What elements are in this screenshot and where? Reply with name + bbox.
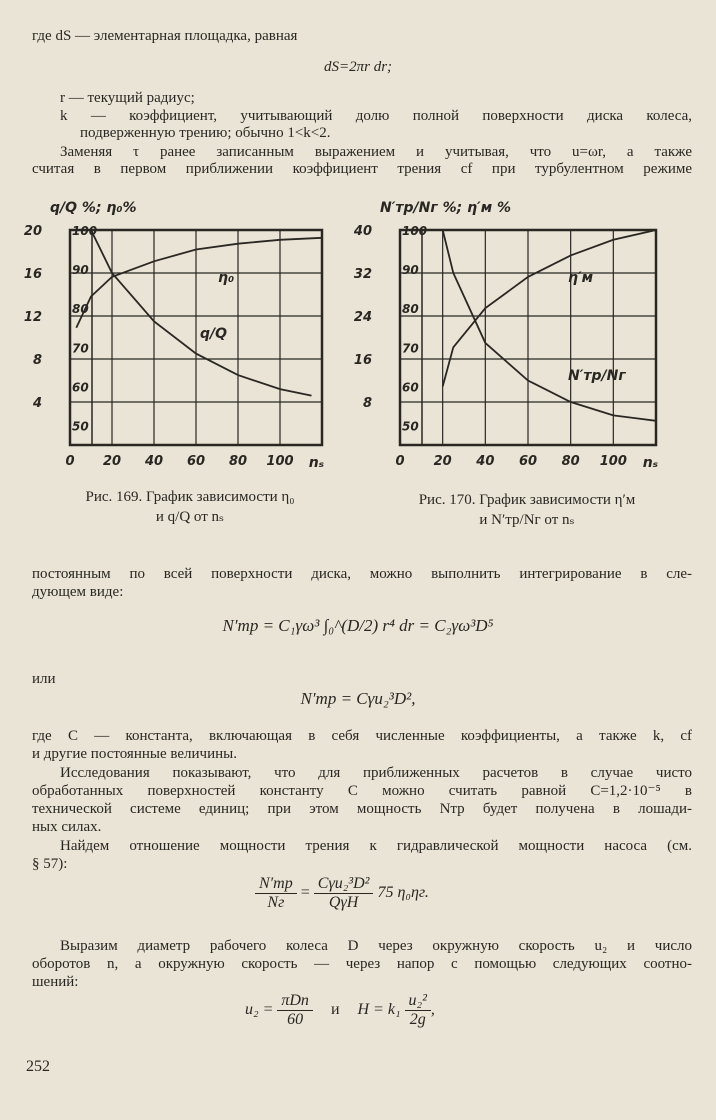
x-tick-label: 60 — [518, 454, 538, 469]
text-line: оборотов n, а окружную скорость — через напор с помощью следующих соотно- — [32, 956, 692, 972]
figure-170-caption: Рис. 170. График зависимости η′м и N′тр/Nг от nₛ — [418, 492, 636, 528]
series-label: q/Q — [200, 326, 228, 342]
x-tick-label: 0 — [395, 454, 405, 469]
y-tick-label-right: 60 — [72, 380, 89, 395]
series-line — [443, 230, 656, 421]
text-line: Найдем отношение мощности трения к гидравлической мощности насоса (см. — [60, 838, 692, 854]
y-axis-label: q/Q %; η₀% — [50, 200, 137, 216]
text-line: k — коэффициент, учитывающий долю полной поверхности диска колеса, — [60, 108, 692, 124]
page-number: 252 — [26, 1058, 50, 1075]
x-axis-label: nₛ — [642, 455, 658, 471]
y-tick-label-left: 32 — [353, 267, 372, 282]
y-tick-label-right: 90 — [72, 263, 89, 278]
y-tick-label-right: 100 — [402, 224, 428, 238]
figure-169-chart — [23, 190, 328, 475]
y-tick-label-right: 70 — [72, 341, 89, 356]
y-tick-label-right: 50 — [72, 419, 89, 434]
y-tick-label-left: 16 — [23, 267, 42, 282]
text-line: или — [32, 671, 56, 687]
text-line: Заменяя τ ранее записанным выражением и учитывая, что u=ωr, а также — [60, 144, 692, 160]
text-line: технической системе единиц; при этом мощность Nтр будет получена в лошади- — [32, 801, 692, 817]
text-line: дующем виде: — [32, 584, 124, 600]
equation-u2-h: u₂ = $\frac{\text{πDn}}{60}$ и H = k₁ $\frac{\text{u₂²}}{2g}$ , — [245, 992, 435, 1028]
figure-170-chart — [353, 190, 672, 475]
x-tick-label: 20 — [102, 454, 122, 469]
text-line: § 57): — [32, 856, 68, 872]
text-line: постоянным по всей поверхности диска, можно выполнить интегрирование в сле- — [32, 566, 692, 582]
text-line: подверженную трению; обычно 1<k<2. — [80, 125, 331, 141]
x-tick-label: 100 — [266, 454, 294, 469]
series-line — [76, 238, 322, 328]
text-line: Исследования показывают, что для приближенных расчетов в случае чисто — [60, 765, 692, 781]
y-tick-label-right: 100 — [72, 224, 98, 238]
y-tick-label-left: 12 — [23, 310, 42, 325]
y-tick-label-right: 80 — [72, 302, 89, 317]
x-tick-label: 80 — [561, 454, 580, 469]
y-axis-label: N′тр/Nг %; η′м % — [380, 200, 512, 216]
text-line: и другие постоянные величины. — [32, 746, 237, 762]
x-tick-label: 100 — [599, 454, 627, 469]
y-tick-label-left: 20 — [23, 224, 42, 239]
y-tick-label-left: 24 — [353, 310, 372, 325]
series-label: η₀ — [218, 270, 235, 286]
x-tick-label: 40 — [144, 454, 164, 469]
equation-ratio: $\frac{N'тр}{Nг}$ = $\frac{\text{Cγu₂³D²}}{\text{QγH}}$ 75 η₀ηг. — [255, 875, 429, 912]
y-tick-label-left: 40 — [353, 224, 372, 239]
y-tick-label-left: 8 — [32, 353, 42, 368]
equation-power: N′тр = Cγu₂³D², — [300, 689, 416, 708]
series-label: N′тр/Nг — [568, 368, 626, 384]
y-tick-label-left: 4 — [32, 396, 42, 411]
y-tick-label-left: 8 — [362, 396, 372, 411]
series-line — [443, 230, 656, 386]
y-tick-label-left: 16 — [353, 353, 372, 368]
text-line: обработанных поверхностей константу C можно считать равной C=1,2·10⁻⁵ в — [32, 783, 692, 799]
x-tick-label: 20 — [433, 454, 452, 469]
x-tick-label: 80 — [228, 454, 248, 469]
text-line: считая в первом приближении коэффициент трения cf при турбулентном режиме — [32, 161, 692, 177]
text-line: шений: — [32, 974, 79, 990]
text-line: r — текущий радиус; — [60, 90, 195, 106]
equation-integral: N′тр = C₁γω³ ∫₀^(D/2) r⁴ dr = C₂γω³D⁵ — [222, 616, 494, 635]
text-line: где C — константа, включающая в себя численные коэффициенты, а также k, cf — [32, 728, 692, 744]
equation-ds: dS=2πr dr; — [323, 59, 393, 75]
x-tick-label: 0 — [65, 454, 75, 469]
text-line: где dS — элементарная площадка, равная — [32, 28, 298, 44]
y-tick-label-right: 50 — [402, 419, 419, 434]
series-line — [91, 230, 312, 396]
y-tick-label-right: 70 — [402, 341, 419, 356]
text-line: Выразим диаметр рабочего колеса D через окружную скорость u₂ и число — [60, 938, 692, 954]
y-tick-label-right: 80 — [402, 302, 419, 317]
x-tick-label: 60 — [186, 454, 206, 469]
x-tick-label: 40 — [476, 454, 495, 469]
y-tick-label-right: 90 — [402, 263, 419, 278]
x-axis-label: nₛ — [308, 455, 324, 471]
figure-169-caption: Рис. 169. График зависимости η₀ и q/Q от nₛ — [85, 489, 295, 525]
y-tick-label-right: 60 — [402, 380, 419, 395]
series-label: η′м — [568, 270, 594, 286]
text-line: ных силах. — [32, 819, 102, 835]
